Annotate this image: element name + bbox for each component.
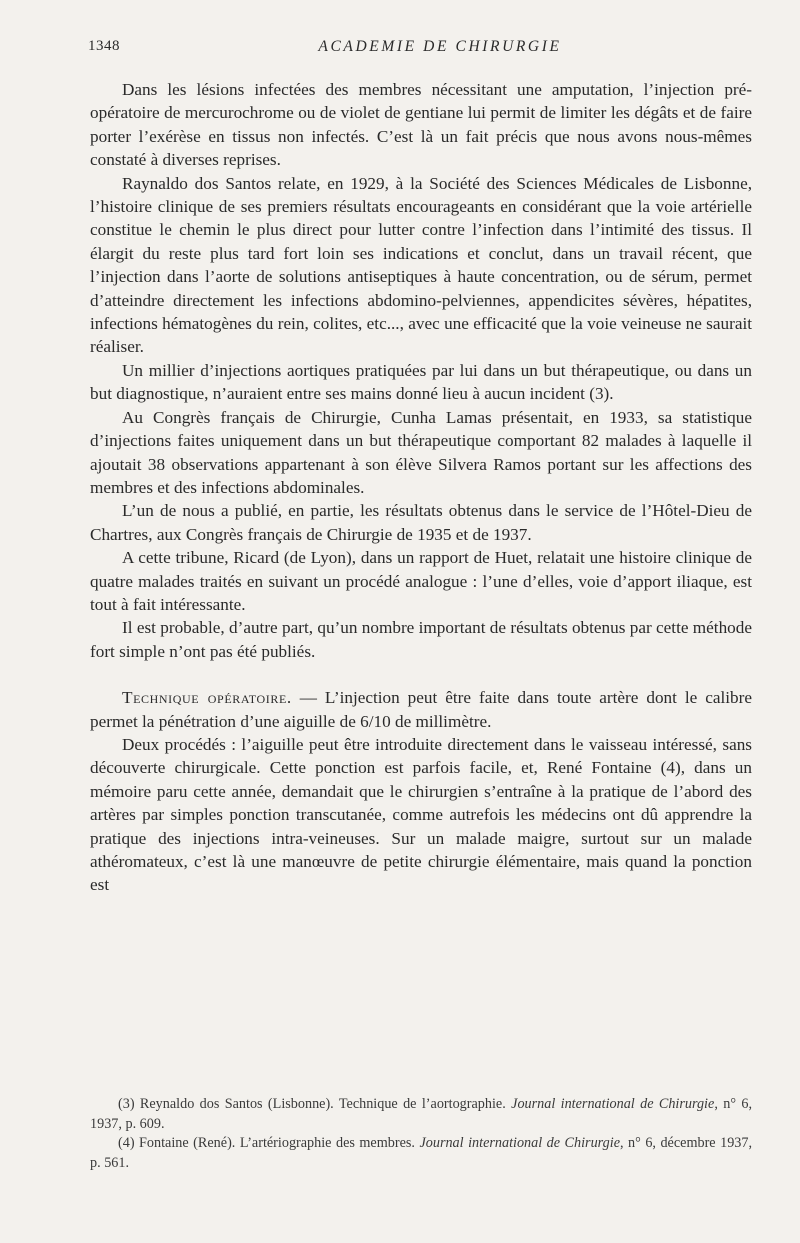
footnote-citation: , n° 6, décembre 1937, p. 561. — [90, 1135, 753, 1171]
paragraph: Il est probable, d’autre part, qu’un nombre important de résultats obtenus par cette méthode fort simple n’ont pas été publiés. — [90, 618, 752, 661]
main-text — [90, 78, 752, 897]
page-header — [88, 38, 752, 60]
technique-paragraph — [90, 686, 752, 733]
technique-text: — L’injection peut être faite dans toute artère dont le calibre permet la pénétration d’une aiguille de 6/10 de millimètre. — [90, 688, 752, 731]
footnote-citation: , n° 6, 1937, p. 609. — [90, 1096, 753, 1132]
page-number: 1348 — [88, 38, 120, 54]
footnotes — [90, 1095, 752, 1173]
paragraph: Raynaldo dos Santos relate, en 1929, à la Société des Sciences Médicales de Lisbonne, l’histoire clinique de ses premiers résultats encourageants en considérant que la voie artérielle constitue le chemin le plus direct pour lutter contre l’infection dans l’intimité des tissus. Il élargit du reste plus tard fort loin ses indications et conclut, dans un travail récent, que l’injection dans l’aorte de solutions antiseptiques à haute concentration, ou de sérum, permet d’atteindre directement les infections abdomino-pelviennes, appendicites sévères, hépatites, infections hématogènes du rein, colites, etc..., avec une efficacité que la voie veineuse ne saurait réaliser. — [90, 173, 752, 357]
footnote-journal: Journal international de Chirurgie — [511, 1096, 715, 1112]
paragraph: Au Congrès français de Chirurgie, Cunha Lamas présentait, en 1933, sa statistique d’injections faites uniquement dans un but thérapeutique comportant 82 malades à laquelle il ajoutait 38 observations appartenant à son élève Silvera Ramos portant sur les affections des membres et des infections abdominales. — [90, 407, 752, 497]
paragraph: Deux procédés : l’aiguille peut être introduite directement dans le vaisseau intéressé, sans découverte chirurgicale. Cette ponction est parfois facile, et, René Fontaine (4), dans un mémoire paru cette année, demandait que le chirurgien s’entraîne à la pratique de l’abord des artères par simples ponction transcutanée, comme autrefois les médecins ont dû apprendre la pratique des injections intra-veineuses. Sur un malade maigre, surtout sur un malade athéromateux, c’est là une manœuvre de petite chirurgie élémentaire, mais quand la ponction est — [90, 734, 752, 895]
footnote-text: (3) Reynaldo dos Santos (Lisbonne). Technique de l’aortographie. — [118, 1096, 512, 1112]
paragraph: Dans les lésions infectées des membres nécessitant une amputation, l’injection pré-opératoire de mercurochrome ou de violet de gentiane lui permit de limiter les dégâts et de faire porter l’exérèse en tissus non infectés. C’est là un fait précis que nous avons nous-mêmes constaté à diverses reprises. — [90, 80, 752, 170]
footnote-text: (4) Fontaine (René). L’artériographie des membres. — [118, 1135, 420, 1151]
running-title: ACADEMIE DE CHIRURGIE — [318, 38, 562, 55]
section-heading: Technique opératoire. — [122, 688, 292, 708]
footnote — [90, 1134, 752, 1173]
footnote-journal: Journal international de Chirurgie — [419, 1135, 621, 1151]
paragraph: L’un de nous a publié, en partie, les résultats obtenus dans le service de l’Hôtel-Dieu de Chartres, aux Congrès français de Chirurgie de 1935 et de 1937. — [90, 501, 752, 544]
paragraph: Un millier d’injections aortiques pratiquées par lui dans un but thérapeutique, ou dans un but diagnostique, n’auraient entre ses mains donné lieu à aucun incident (3). — [90, 360, 752, 404]
paragraph: A cette tribune, Ricard (de Lyon), dans un rapport de Huet, relatait une histoire clinique de quatre malades traités en suivant un procédé analogue : l’une d’elles, voie d’apport iliaque, est tout à fait intéressante. — [90, 548, 752, 614]
footnote — [90, 1095, 752, 1134]
